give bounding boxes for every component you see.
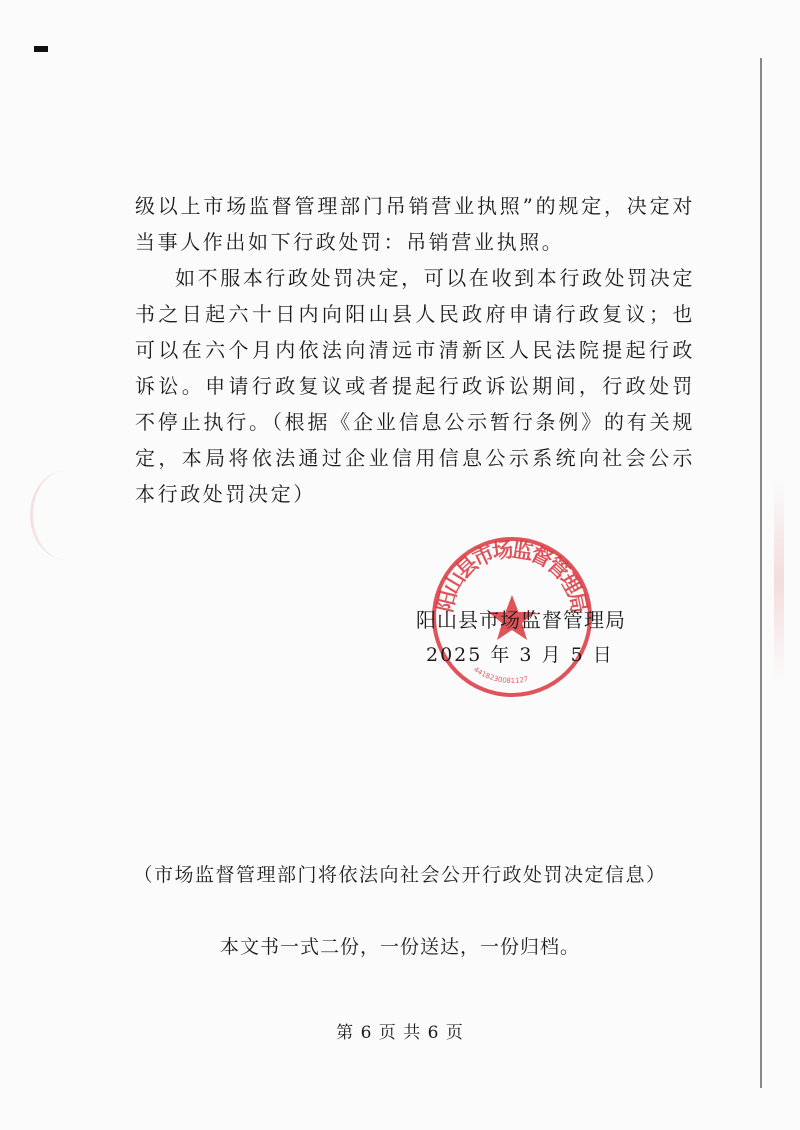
seal-bleed-through	[30, 470, 103, 560]
seal-serial-path: 4418230081127	[472, 665, 529, 686]
paragraph-appeal-rights: 如不服本行政处罚决定，可以在收到本行政处罚决定书之日起六十日内向阳山县人民政府申请行政复议；也可以在六个月内依法向清远市清新区人民法院提起行政诉讼。申请行政复议或者提起行政诉讼期间，行政处罚不停止执行。（根据《企业信息公示暂行条例》的有关规定，本局将依法通过企业信用信息公示系统向社会公示本行政处罚决定）	[135, 266, 695, 506]
disclosure-notice: （市场监督管理部门将依法向社会公开行政处罚决定信息）	[133, 864, 667, 886]
copies-note: 本文书一式二份，一份送达，一份归档。	[219, 936, 580, 958]
seal-serial	[472, 665, 529, 685]
page-number: 第 6 页 共 6 页	[336, 1023, 464, 1043]
issuing-agency: 阳山县市场监督管理局	[416, 608, 626, 632]
scan-corner-mark	[34, 46, 48, 52]
seal-text-path: 阳山县市场监督管理局	[432, 537, 592, 616]
seal-bleed-edge	[774, 480, 784, 680]
issue-date: 2025 年 3 月 5 日	[426, 644, 614, 666]
paragraph-penalty: 级以上市场监督管理部门吊销营业执照”的规定，决定对当事人作出如下行政处罚：吊销营业执照。	[135, 194, 695, 254]
decision-body	[135, 188, 695, 512]
